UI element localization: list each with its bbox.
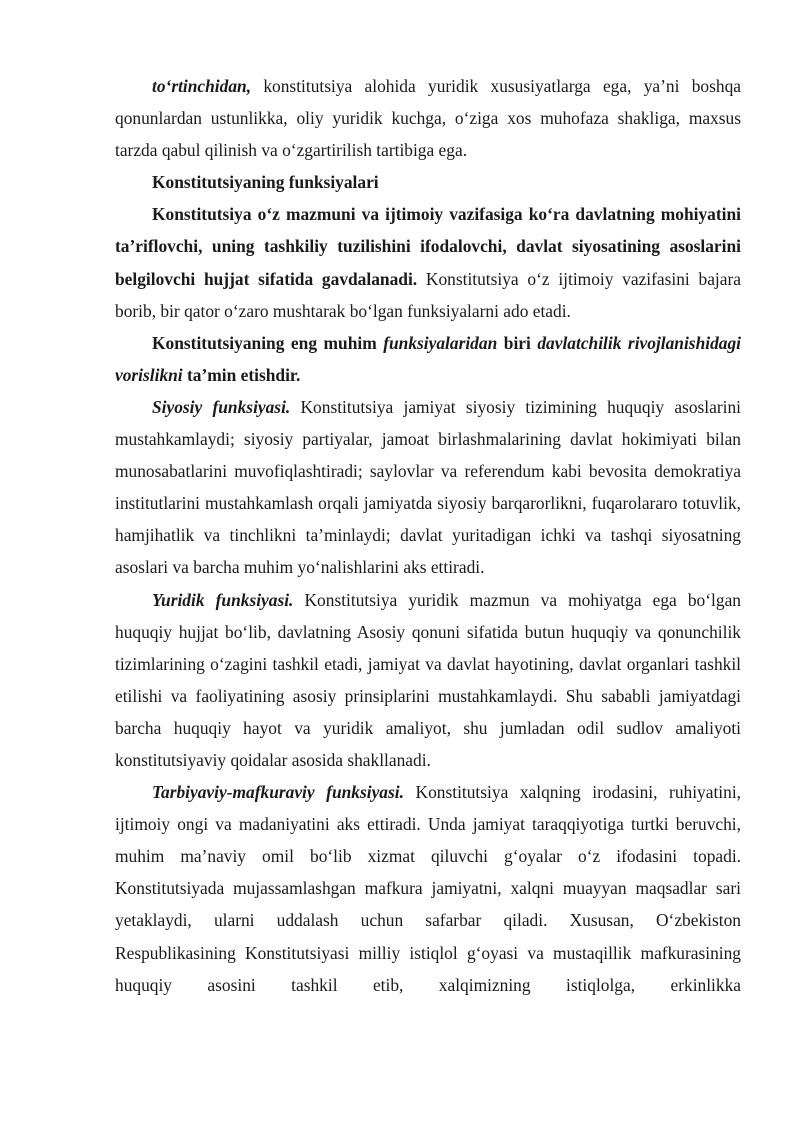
paragraph-text: Konstitutsiya jamiyat siyosiy tizimining huquqiy asoslarini mustahkamlaydi; siyosiy partiyalar, jamoat birlashmalarining davlat hokimiyati bilan munosabatlarini muvofiqlashtiradi; saylovlar va referendum kabi bevosita demokratiya institutlarini mustahkamlash orqali jamiyatda siyosiy barqarorlikni, fuqarolararo totuvlik, hamjihatlik va tinchlikni ta’minlaydi; davlat yuritadigan ichki va tashqi siyosatning asoslari va barcha muhim yo‘nalishlarini aks ettiradi. <box>115 396 741 578</box>
paragraph-lead: to‘rtinchidan, <box>152 76 252 96</box>
paragraph-bold-italic-text: davlatchilik rivojlanishidagi vorislikni <box>115 332 741 385</box>
section-heading: Konstitutsiyaning funksiyalari <box>152 172 379 193</box>
document-page <box>115 70 741 1001</box>
paragraph-text: Konstitutsiya o‘z ijtimoiy vazifasini bajara borib, bir qator o‘zaro mushtarak bo‘lgan funksiyalarni ado etadi. <box>115 268 741 321</box>
paragraph-lead: Siyosiy funksiyasi. <box>152 396 291 417</box>
paragraph-ideological-function <box>115 776 741 1001</box>
paragraph-bold-italic-text: funksiyalaridan <box>383 332 498 353</box>
paragraph-bold-text: biri <box>497 332 538 353</box>
paragraph-continuity <box>115 327 741 391</box>
paragraph-text: Konstitutsiya yuridik mazmun va mohiyatga ega bo‘lgan huquqiy hujjat bo‘lib, davlatning Asosiy qonuni sifatida butun huquqiy va qonunchilik tizimlarining o‘zagini tashkil etadi, jamiyat va davlat hayotining, davlat organlari tashkil etilishi va faoliyatining asosiy prinsiplarini mustahkamlaydi. Shu sababli jamiyatdagi barcha huquqiy hayot va yuridik amaliyot, shu jumladan odil sudlov amaliyoti konstitutsiyaviy qoidalar asosida shakllanadi. <box>115 589 741 770</box>
paragraph-text: Konstitutsiya xalqning irodasini, ruhiyatini, ijtimoiy ongi va madaniyatini aks ettiradi. Unda jamiyat taraqqiyotiga turtki beruvchi, muhim ma’naviy omil bo‘lib xizmat qiluvchi g‘oyalar o‘z ifodasini topadi. Konstitutsiyada mujassamlashgan mafkura jamiyatni, xalqni muayyan maqsadlar sari yetaklaydi, ularni uddalash uchun safarbar qiladi. Xususan, O‘zbekiston Respublikasining Konstitutsiyasi milliy istiqlol g‘oyasi va mustaqillik mafkurasining huquqiy asosini tashkil etib, xalqimizning istiqlolga, erkinlikka <box>115 782 741 995</box>
paragraph-lead: Tarbiyaviy-mafkuraviy funksiyasi. <box>152 782 404 803</box>
paragraph-political-function <box>115 391 741 584</box>
paragraph-lead: Yuridik funksiyasi. <box>152 589 294 610</box>
paragraph-bold-text: ta’min etishdir. <box>182 364 301 385</box>
paragraph-legal-function <box>115 584 741 777</box>
paragraph-fourthly <box>115 70 741 166</box>
paragraph-text: konstitutsiya alohida yuridik xususiyatlarga ega, ya’ni boshqa qonunlardan ustunlikka, oliy yuridik kuchga, o‘ziga xos muhofaza shakliga, maxsus tarzda qabul qilinish va o‘zgartirilish tartibiga ega. <box>115 76 741 161</box>
paragraph-bold-text: Konstitutsiya o‘z mazmuni va ijtimoiy vazifasiga ko‘ra davlatning mohiyatini ta’riflovchi, uning tashkiliy tuzilishini ifodalovchi, davlat siyosatining asoslarini belgilovchi hujjat sifatida gavdalanadi. <box>115 204 741 289</box>
paragraph-bold-text: Konstitutsiyaning eng muhim <box>152 332 384 353</box>
paragraph-intro <box>115 198 741 326</box>
